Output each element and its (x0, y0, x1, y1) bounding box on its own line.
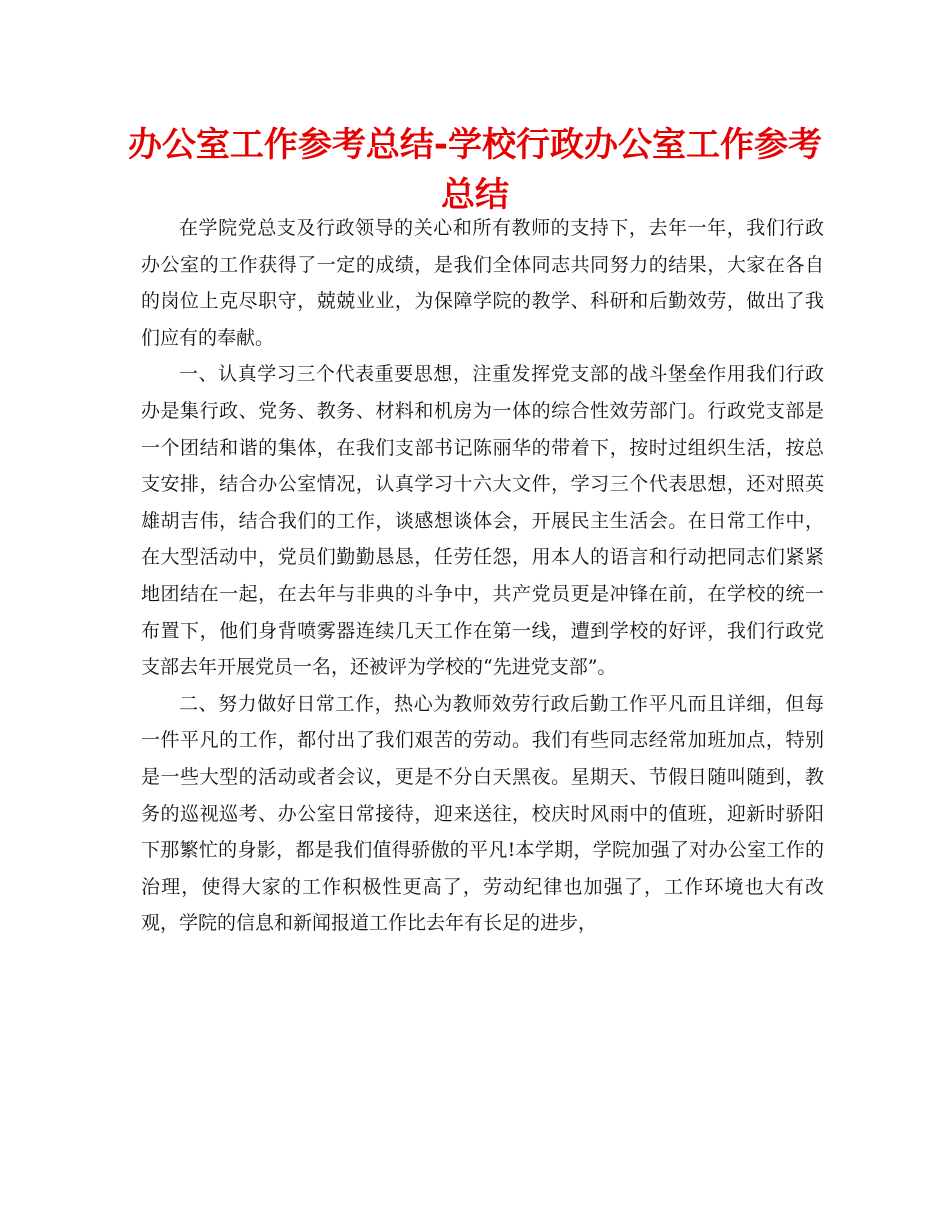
paragraph-intro: 在学院党总支及行政领导的关心和所有教师的支持下，去年一年，我们行政办公室的工作获得了一定的成绩，是我们全体同志共同努力的结果，大家在各自的岗位上克尽职守，兢兢业业，为保障学院的教学、科研和后勤效劳，做出了我们应有的奉献。 (141, 217, 824, 349)
document-body (141, 210, 824, 942)
paragraph-section-one: 一、认真学习三个代表重要思想，注重发挥党支部的战斗堡垒作用我们行政办是集行政、党务、教务、材料和机房为一体的综合性效劳部门。行政党支部是一个团结和谐的集体，在我们支部书记陈丽华的带着下，按时过组织生活，按总支安排，结合办公室情况，认真学习十六大文件，学习三个代表思想，还对照英雄胡吉伟，结合我们的工作，谈感想谈体会，开展民主生活会。在日常工作中，在大型活动中，党员们勤勤恳恳，任劳任怨，用本人的语言和行动把同志们紧紧地团结在一起，在去年与非典的斗争中，共产党员更是冲锋在前，在学校的统一布置下，他们身背喷雾器连续几天工作在第一线，遭到学校的好评，我们行政党支部去年开展党员一名，还被评为学校的“先进党支部”。 (141, 363, 824, 679)
paragraph-section-two: 二、努力做好日常工作，热心为教师效劳行政后勤工作平凡而且详细，但每一件平凡的工作，都付出了我们艰苦的劳动。我们有些同志经常加班加点，特别是一些大型的活动或者会议，更是不分白天黑夜。星期天、节假日随叫随到，教务的巡视巡考、办公室日常接待，迎来送往，校庆时风雨中的值班，迎新时骄阳下那繁忙的身影，都是我们值得骄傲的平凡!本学期，学院加强了对办公室工作的治理，使得大家的工作积极性更高了，劳动纪律也加强了，工作环境也大有改观，学院的信息和新闻报道工作比去年有长足的进步， (141, 692, 824, 935)
document-title: 办公室工作参考总结-学校行政办公室工作参考总结 (127, 125, 823, 215)
